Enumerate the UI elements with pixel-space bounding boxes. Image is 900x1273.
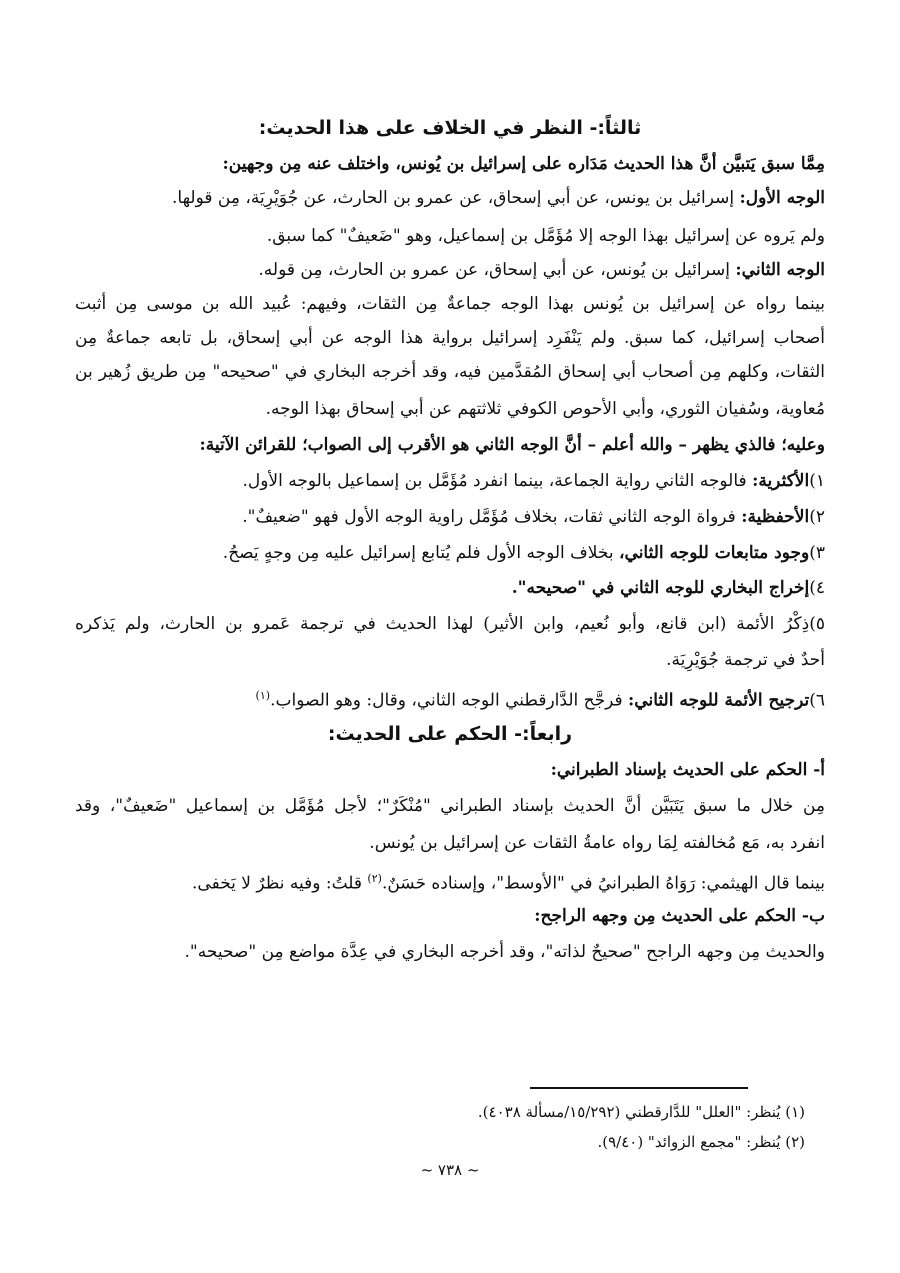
paragraph-line: انفرد به، مَع مُخالفته لِمَا رواه عامةُ الثقات عن إسرائيل بن يُونس. xyxy=(369,833,825,853)
paragraph-line: أصحاب إسرائيل، كما سبق. ولم يَنْفَرِد إسرائيل برواية هذا الوجه عن أبي إسحاق، بل تابعه جماعةٌ مِن xyxy=(75,328,825,348)
point-label: ترجيح الأئمة للوجه الثاني: xyxy=(628,690,810,711)
point-five-line: أحدٌ في ترجمة جُوَيْرِيَة. xyxy=(666,650,825,670)
footnote-ref: (١) xyxy=(255,689,271,702)
point-text: فرواة الوجه الثاني ثقات، بخلاف مُؤَمَّل راوية الوجه الأول فهو "ضعيفٌ". xyxy=(242,507,742,527)
footnote: (٢) يُنظر: "مجمع الزوائد" (٩/٤٠). xyxy=(597,1133,805,1151)
paragraph-line: بينما رواه عن إسرائيل بن يُونس بهذا الوجه جماعةٌ مِن الثقات، وفيهم: عُبيد الله بن موسى مِن أثبت xyxy=(75,294,825,314)
point-item xyxy=(75,539,825,567)
face-one-text: إسرائيل بن يونس، عن أبي إسحاق، عن عمرو بن الحارث، عن جُوَيْرِيَة، مِن قولها. xyxy=(172,188,740,208)
face-one-label: الوجه الأول: xyxy=(739,188,825,208)
section-title: رابعاً:- الحكم على الحديث: xyxy=(327,723,573,745)
point-item xyxy=(75,574,825,602)
point-label: إخراج البخاري للوجه الثاني في "صحيحه". xyxy=(511,578,810,598)
point-five-line: ٥)ذِكْرُ الأئمة (ابن قانع، وأبو نُعيم، وابن الأثير) لهذا الحديث في ترجمة عَمرو بن الحارث، ولم يَذكره xyxy=(75,614,825,634)
point-number: ٢) xyxy=(809,507,825,527)
point-item xyxy=(75,503,825,531)
paragraph-line xyxy=(75,865,825,898)
paragraph-line: مِن خلال ما سبق يَتَبَيَّن أنَّ الحديث بإسناد الطبراني "مُنْكَرٌ"؛ لأجل مُؤَمَّل بن إسماعيل "ضَعيفٌ"، وقد xyxy=(75,796,825,816)
footnote-ref: (٢) xyxy=(367,872,382,885)
face-two-text: إسرائيل بن يُونس، عن أبي إسحاق، عن عمرو بن الحارث، مِن قوله. xyxy=(258,260,736,280)
page-number: ~ ٧٣٨ ~ xyxy=(420,1161,480,1179)
section-title: ثالثاً:- النظر في الخلاف على هذا الحديث: xyxy=(258,117,642,139)
footnote: (١) يُنظر: "العلل" للدَّارقطني (١٥/٢٩٢/مسألة ٤٠٣٨). xyxy=(477,1103,805,1121)
paragraph-line: مُعاوية، وسُفيان الثوري، وأبي الأحوص الكوفي ثلاثتهم عن أبي إسحاق بهذا الوجه. xyxy=(265,399,825,419)
face-two-label: الوجه الثاني: xyxy=(735,260,825,280)
author-comment: قلتُ: وفيه نظرٌ لا يَخفى. xyxy=(192,873,368,894)
point-label: الأحفظية: xyxy=(741,507,810,527)
point-text: فالوجه الثاني رواية الجماعة، بينما انفرد مُؤَمَّل بن إسماعيل بالوجه الأول. xyxy=(242,471,753,491)
subheading: أ- الحكم على الحديث بإسناد الطبراني: xyxy=(550,760,825,780)
point-label: وجود متابعات للوجه الثاني، xyxy=(619,543,810,563)
point-number: ١) xyxy=(809,471,825,491)
paragraph-line: والحديث مِن وجهه الراجح "صحيحٌ لذاته"، وقد أخرجه البخاري في عِدَّة مواضع مِن "صحيحه". xyxy=(184,942,825,962)
point-six xyxy=(75,682,825,715)
point-number: ٦) xyxy=(809,690,825,711)
conclusion-line: وعليه؛ فالذي يظهر – والله أعلم – أنَّ الوجه الثاني هو الأقرب إلى الصواب؛ للقرائن الآتية: xyxy=(199,435,825,455)
face-one-note: ولم يَروه عن إسرائيل بهذا الوجه إلا مُؤَمَّل بن إسماعيل، وهو "ضَعيفٌ" كما سبق. xyxy=(266,226,825,246)
section-intro: مِمَّا سبق يَتبيَّن أنَّ هذا الحديث مَدَاره على إسرائيل بن يُونس، واختلف عنه مِن وجهين: xyxy=(222,154,825,174)
point-number: ٤) xyxy=(809,578,825,598)
point-text: فرجَّح الدَّارقطني الوجه الثاني، وقال: وهو الصواب. xyxy=(270,690,629,711)
subheading: ب- الحكم على الحديث مِن وجهه الراجح: xyxy=(534,906,825,926)
paragraph-line: الثقات، وكلهم مِن أصحاب أبي إسحاق المُقدَّمين فيه، وقد أخرجه البخاري في "صحيحه" مِن طريق زُهير بن xyxy=(75,362,825,382)
point-text: بخلاف الوجه الأول فلم يُتابع إسرائيل عليه مِن وجهٍ يَصحُ. xyxy=(222,543,620,563)
footnote-separator xyxy=(530,1087,748,1089)
haythami-quote: بينما قال الهيثمي: رَوَاهُ الطبرانيُ في "الأوسط"، وإسناده حَسَنٌ. xyxy=(381,873,825,894)
face-two-line xyxy=(75,256,825,284)
point-item xyxy=(75,467,825,495)
point-number: ٣) xyxy=(809,543,825,563)
face-one-line xyxy=(75,184,825,212)
point-label: الأكثرية: xyxy=(752,471,810,491)
